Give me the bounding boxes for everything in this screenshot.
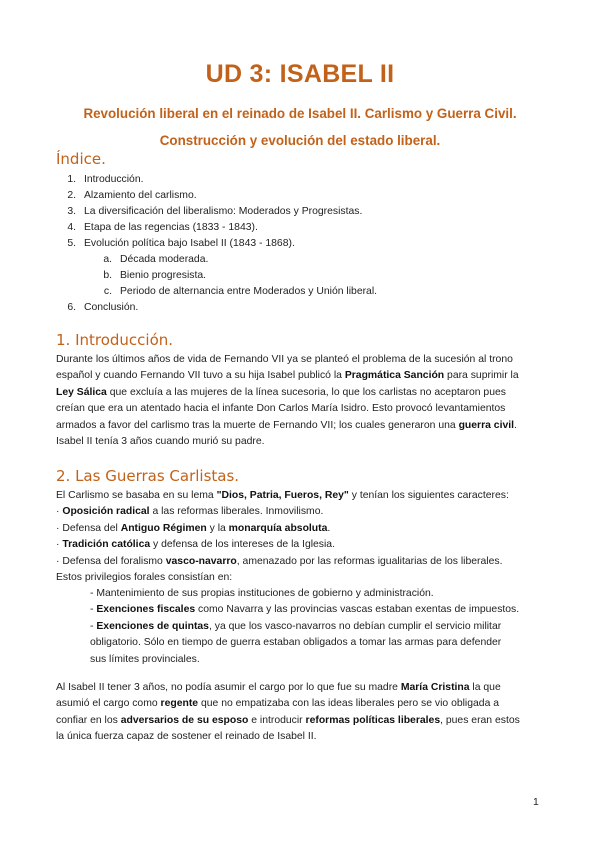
toc-item: 1. Introducción. [67,174,144,185]
toc-subitem: b. Bienio progresista. [103,270,207,281]
regency-paragraph: Al Isabel II tener 3 años, no podía asumir el cargo por lo que fue su madre María Cristina la que asumió el cargo como regente que no empatizaba con las ideas liberales pero se vio obligada a confiar en los adversarios de su esposo e introducir reformas políticas liberales, pues eran estos la única fuerza capaz de sostener el reinado de Isabel II. [56,682,520,743]
introduction-paragraph: Durante los últimos años de vida de Fernando VII ya se planteó el problema de la sucesión al trono español y cuando Fernando VII tuvo a su hija Isabel publicó la Pragmática Sanción para suprimir la Ley Sálica que excluía a las mujeres de la línea sucesoria, lo que los carlistas no aceptaron pues creían que era un atentado hacia el infante Don Carlos María Isidro. Esto provocó levantamientos armados a favor del carlismo tras la muerte de Fernando VII; los cuales generaron una guerra civil. Isabel II tenía 3 años cuando murió su padre. [56,354,519,448]
table-of-contents [56,172,546,316]
foral-privileges-list: - Mantenimiento de sus propias instituciones de gobierno y administración. - Exenciones fiscales como Navarra y las provincias vascas estaban exentas de impuestos. - Exenciones de quintas, ya que los vasco-navarros no debían cumplir el servicio militar obligatorio. Sólo en tiempo de guerra estaban obligados a tomar las armas para defender sus límites provinciales. [90,586,542,668]
toc-item: 6. Conclusión. [67,302,139,313]
carlismo-characteristics: El Carlismo se basaba en su lema "Dios, Patria, Fueros, Rey" y tenían los siguientes caracteres: · Oposición radical a las reformas liberales. Inmovilismo. · Defensa del Antiguo Régimen y la monarquía absoluta. · Tradición católica y defensa de los intereses de la Iglesia. · Defensa del foralismo vasco-navarro, amenazado por las reformas igualitarias de los liberales. Estos privilegios forales consistían en: [56,488,542,586]
toc-item: 3. La diversificación del liberalismo: Moderados y Progresistas. [67,206,363,217]
toc-subitem: a. Década moderada. [103,254,209,265]
toc-item: 4. Etapa de las regencias (1833 - 1843). [67,222,258,233]
list-item: · Defensa del Antiguo Régimen y la monarquía absoluta. [56,522,331,534]
list-item: - Mantenimiento de sus propias instituciones de gobierno y administración. [90,588,434,599]
list-item: · Tradición católica y defensa de los intereses de la Iglesia. [56,539,335,551]
list-item: - Exenciones de quintas, ya que los vasco-navarros no debían cumplir el servicio militar [90,620,502,632]
document-subtitle: Revolución liberal en el reinado de Isabel II. Carlismo y Guerra Civil. Construcción y evolución del estado liberal. [83,106,517,148]
list-item: · Oposición radical a las reformas liberales. Inmovilismo. [56,506,324,518]
toc-subitem: c. Periodo de alternancia entre Moderados y Unión liberal. [103,286,378,297]
document-title: UD 3: ISABEL II [205,60,395,88]
section-2-heading: 2. Las Guerras Carlistas. [56,467,240,485]
page-number: 1 [533,797,539,808]
index-heading: Índice. [56,150,106,168]
section-1-heading: 1. Introducción. [56,331,174,349]
toc-item: 2. Alzamiento del carlismo. [67,190,197,201]
list-item: · Defensa del foralismo vasco-navarro, amenazado por las reformas igualitarias de los liberales. [56,555,503,567]
list-item: - Exenciones fiscales como Navarra y las provincias vascas estaban exentas de impuestos. [90,604,520,616]
toc-item: 5. Evolución política bajo Isabel II (1843 - 1868). [67,238,295,249]
